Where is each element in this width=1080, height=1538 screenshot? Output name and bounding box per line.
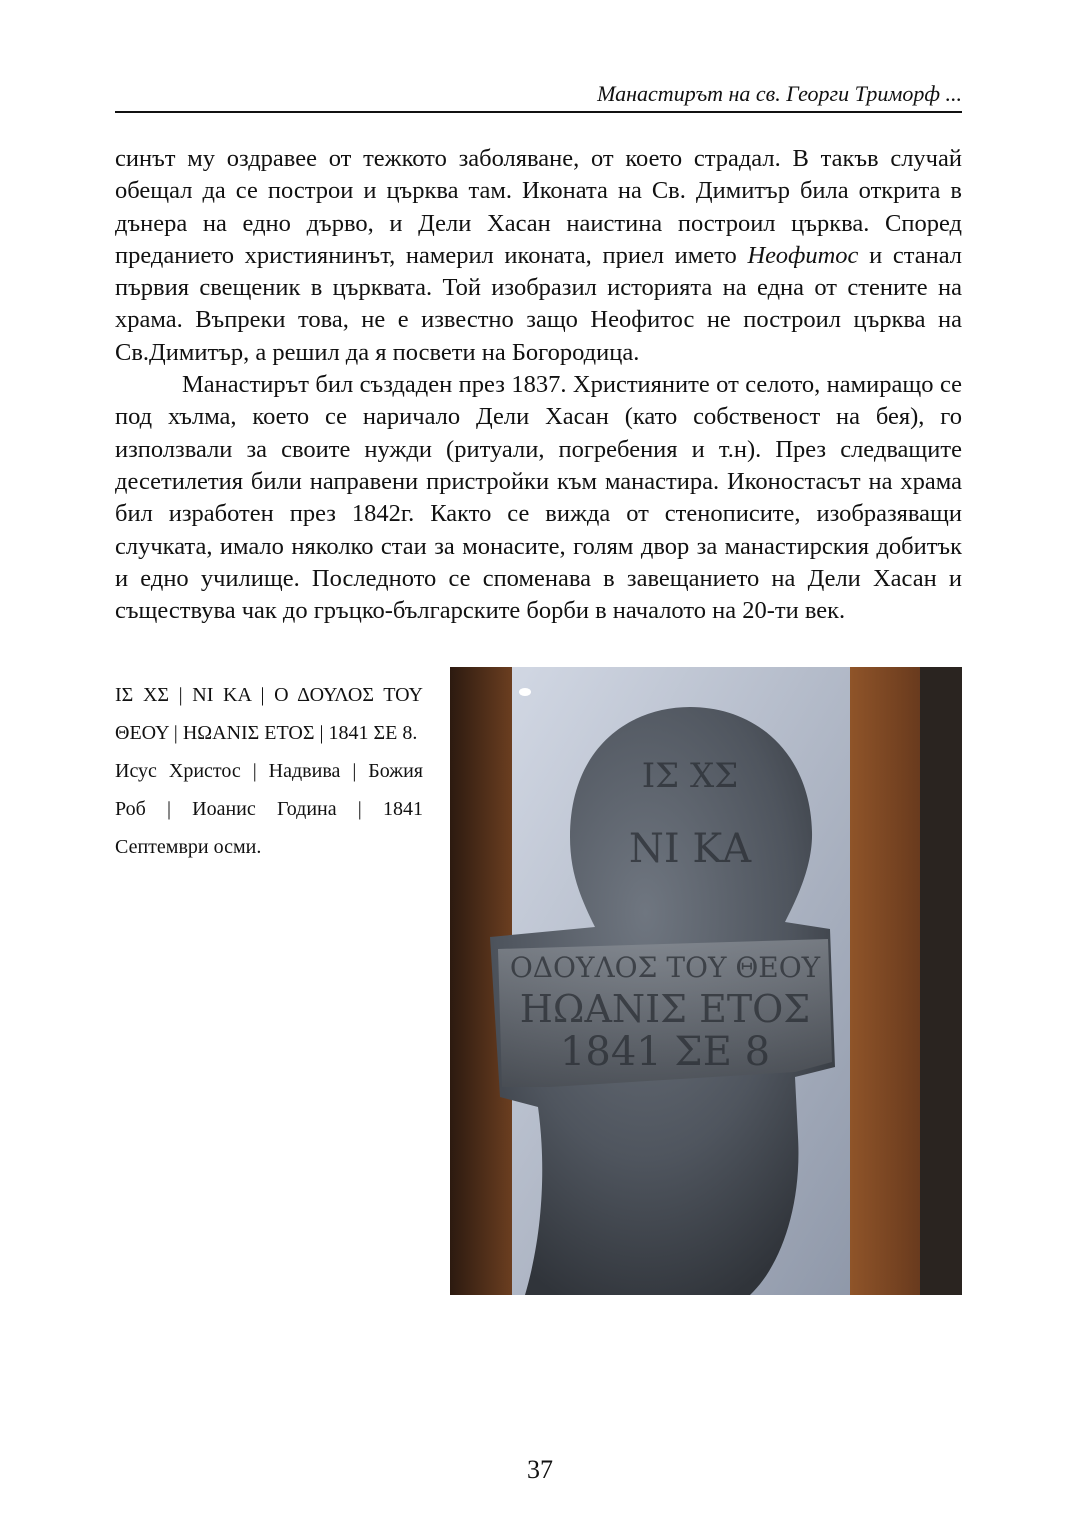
paragraph-2: Манастирът бил създаден през 1837. Християните от селото, намиращо се под хълма, което се наричало Дели Хасан (като собственост на бея), го използвали за своите нужди (ритуали, погребения и т.н). През следващите десетилетия били направени пристройки към манастира. Иконостасът на храма бил изработен през 1842г. Както се вижда от стенописите, изобразяващи случката, имало няколко стаи за монасите, голям двор за манастирския добитък и едно училище. Последното се споменава в завещанието на Дели Хасан и съществува чак до гръцко-българските борби в началото на 20-ти век.: [115, 371, 962, 625]
header-rule: [115, 111, 962, 113]
inscription-translation: Исус Христос | Надвива | Божия Роб | Иоанис Година | 1841 Септември осми.: [115, 760, 423, 858]
gravestone-photo: [450, 667, 962, 1295]
paragraph-1: [115, 143, 962, 369]
photo-caption: [115, 676, 423, 866]
stone-line-3: ΟΔΟΥΛΟΣ ΤΟΥ ΘΕΟΥ: [509, 951, 821, 984]
light-reflection: [519, 688, 531, 696]
main-text: [115, 143, 962, 627]
paragraph-1-part-a: синът му оздравее от тежкото заболяване, от което страдал. В такъв случай обещал да се построи и църква там. Иконата на Св. Димитър била открита в дънера на едно дърво, и Дели Хасан наистина построил църква. Според преданието християнинът, намерил иконата, приел името: [115, 145, 962, 269]
name-neofitos: Неофитос: [747, 241, 859, 269]
stone-line-1: ΙΣ ΧΣ: [641, 756, 739, 796]
corner-shadow: [920, 667, 962, 1295]
stone-line-5: 1841 ΣΕ 8: [559, 1029, 771, 1075]
stone-line-2: ΝΙ ΚΑ: [628, 826, 752, 872]
paragraph-1-part-b: и станал първия свещеник в църквата. Той изобразил историята на една от стените на храма. Въпреки това, не е известно защо Неофитос не построил църква на Св.Димитър, а решил да я посвети на Богородица.: [115, 241, 963, 366]
greek-inscription: ΙΣ ΧΣ | ΝΙ ΚΑ | Ο ΔΟΥΛΟΣ ΤΟΥ ΘΕΟΥ | ΗΩΑΝΙΣ ΕΤΟΣ | 1841 ΣΕ 8.: [115, 684, 423, 744]
stone-line-4: ΗΩΑΝΙΣ ΕΤΟΣ: [519, 987, 811, 1031]
page-number: 37: [527, 1455, 553, 1484]
running-title: Манастирът на св. Георги Триморф ...: [597, 81, 962, 106]
